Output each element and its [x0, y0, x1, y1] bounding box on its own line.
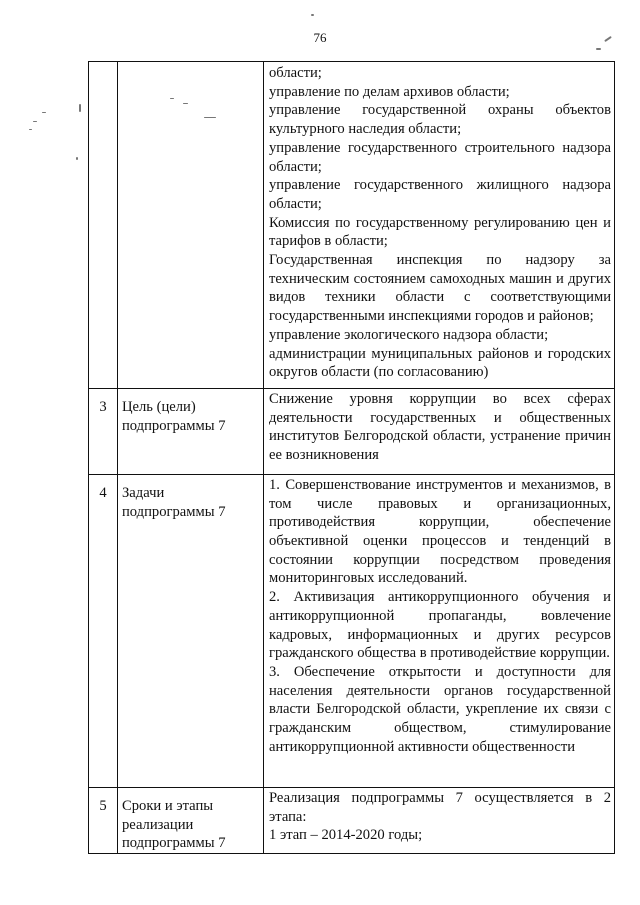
table-row — [89, 474, 615, 787]
row-content — [264, 62, 615, 389]
row-content — [264, 787, 615, 853]
table-row — [89, 787, 615, 853]
paragraph: 2. Активизация антикоррупционного обучения и антикоррупционной пропаганды, вовлечение кадровых, информационных и других ресурсов гражданского общества в противодействие коррупции. — [269, 589, 611, 662]
paragraph: Снижение уровня коррупции во всех сферах деятельности государственных и общественных институтов Белгородской области, устранение причин ее возникновения — [269, 390, 611, 464]
paragraph: управление государственного жилищного надзора области; — [269, 177, 611, 212]
row-label: Сроки и этапы реализации подпрограммы 7 — [118, 787, 264, 853]
scan-speck — [29, 129, 32, 130]
row-label: Цель (цели) подпрограммы 7 — [118, 388, 264, 474]
paragraph: администрации муниципальных районов и городских округов области (по согласованию) — [269, 345, 611, 381]
row-label — [118, 62, 264, 389]
table-row — [89, 62, 615, 389]
scan-speck — [311, 14, 314, 16]
paragraph: области; — [269, 65, 322, 81]
table-row — [89, 388, 615, 474]
row-content — [264, 474, 615, 787]
paragraph: Комиссия по государственному регулированию цен и тарифов в области; — [269, 214, 611, 250]
row-number: 4 — [89, 474, 118, 787]
paragraph: управление государственного строительного надзора области; — [269, 139, 611, 175]
program-table — [88, 61, 615, 854]
paragraph: 3. Обеспечение открытости и доступности для населения деятельности органов государственной власти Белгородской области, укрепление их связи с гражданским обществом, стимулирование антикоррупционной активности общественности — [269, 663, 611, 755]
page-number: 76 — [313, 30, 327, 45]
row-number — [89, 62, 118, 389]
paragraph: управление по делам архивов области; — [269, 83, 510, 100]
paragraph: 1 этап – 2014-2020 годы; — [269, 827, 423, 844]
row-number: 5 — [89, 787, 118, 853]
paragraph: управление государственной охраны объектов культурного наследия области; — [269, 102, 611, 138]
scan-speck — [79, 104, 81, 112]
row-number: 3 — [89, 388, 118, 474]
paragraph: 1. Совершенствование инструментов и механизмов, в том числе правовых и организационных, противодействия коррупции, обеспечение объективной оценки процессов и тенденций в состоянии коррупции посредством проведения мониторинговых исследований. — [269, 476, 611, 587]
scan-speck — [596, 48, 601, 50]
scan-speck — [33, 121, 37, 122]
scan-speck — [42, 112, 46, 113]
scan-speck — [76, 157, 78, 160]
paragraph: управление экологического надзора области; — [269, 326, 549, 343]
row-content — [264, 388, 615, 474]
paragraph: Реализация подпрограммы 7 осуществляется в 2 этапа: — [269, 789, 611, 825]
paragraph: Государственная инспекция по надзору за техническим состоянием самоходных машин и других видов техники области с соответствующими государственными инспекциями городов и районов; — [269, 252, 611, 325]
row-label: Задачи подпрограммы 7 — [118, 474, 264, 787]
